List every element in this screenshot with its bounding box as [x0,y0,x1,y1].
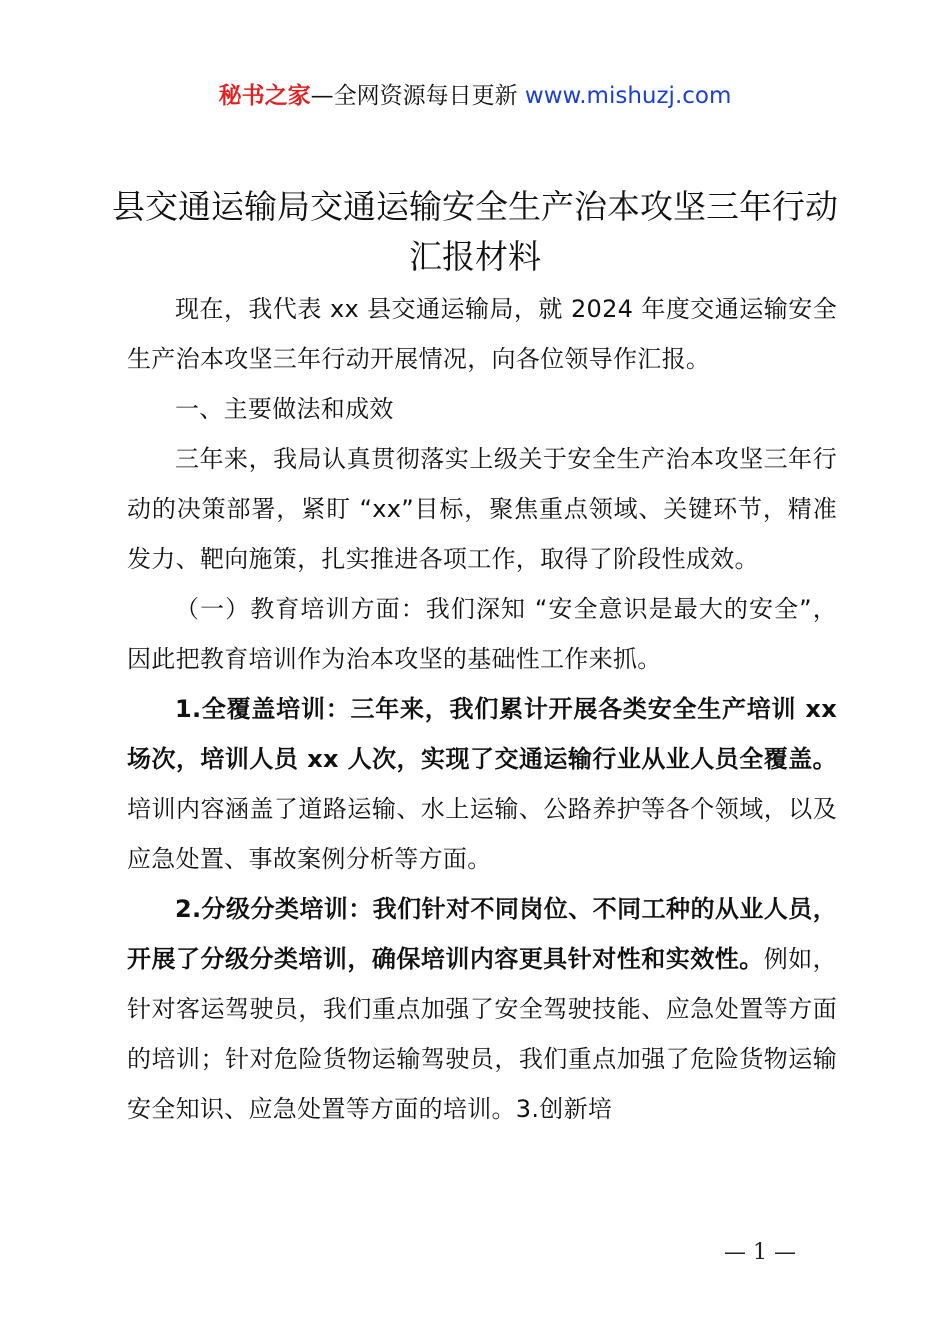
list-item [127,684,837,884]
section-heading: 一、主要做法和成效 [175,395,394,423]
list-item-text: 培训内容涵盖了道路运输、水上运输、公路养护等各个领域，以及应急处置、事故案例分析等方面。 [127,795,837,873]
list-item-lead: 2.分级分类培训：我们针对不同岗位、不同工种的从业人员，开展了分级分类培训，确保培训内容更具针对性和实效性。 [127,895,837,973]
list-item-lead: 1.全覆盖培训：三年来，我们累计开展各类安全生产培训 xx 场次，培训人员 xx 人次，实现了交通运输行业从业人员全覆盖。 [127,695,837,773]
list-item-text: 例如，针对客运驾驶员，我们重点加强了安全驾驶技能、应急处置等方面的培训；针对危险货物运输驾驶员，我们重点加强了危险货物运输安全知识、应急处置等方面的培训。3.创新培 [127,945,837,1123]
intro-paragraph: 现在，我代表 xx 县交通运输局，就 2024 年度交通运输安全生产治本攻坚三年行动开展情况，向各位领导作汇报。 [127,295,837,373]
site-banner [0,80,950,112]
document-body [127,284,837,1134]
site-url-link[interactable]: www.mishuzj.com [524,83,732,109]
brand-slogan: —全网资源每日更新 [310,83,518,109]
page-number: — 1 — [724,1240,796,1265]
section-paragraph: 三年来，我局认真贯彻落实上级关于安全生产治本攻坚三年行动的决策部署，紧盯 “xx”目标，聚焦重点领域、关键环节，精准发力、靶向施策，扎实推进各项工作，取得了阶段性成效。 [127,445,837,573]
brand-name: 秘书之家 [218,83,311,109]
list-item [127,884,837,1134]
subsection-paragraph: （一）教育培训方面：我们深知 “安全意识是最大的安全”，因此把教育培训作为治本攻坚的基础性工作来抓。 [127,595,837,673]
document-title: 县交通运输局交通运输安全生产治本攻坚三年行动汇报材料 [112,187,838,276]
